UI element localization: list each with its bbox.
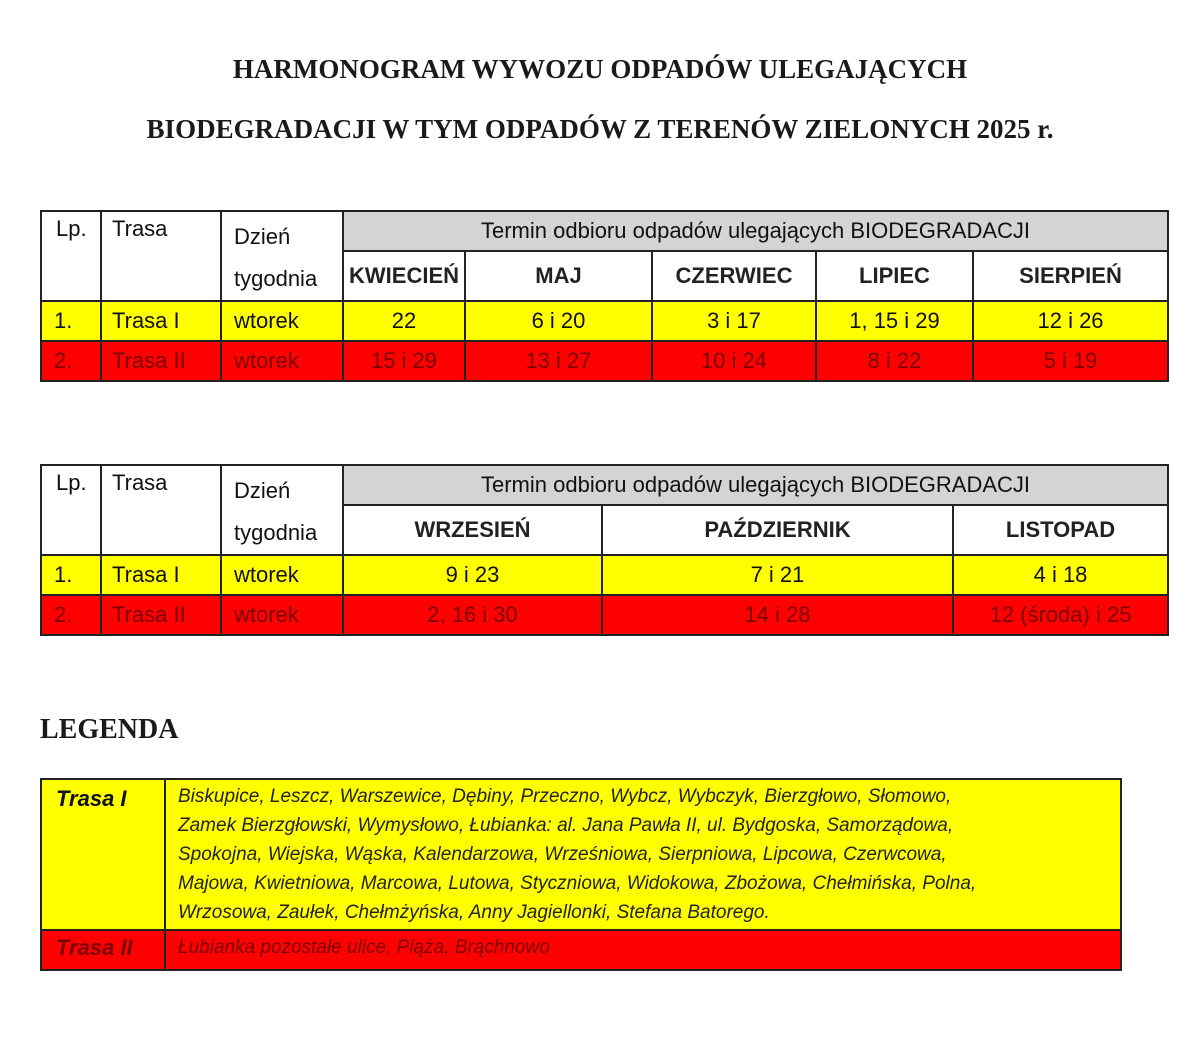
document-title-line-1: HARMONOGRAM WYWOZU ODPADÓW ULEGAJĄCYCH (232, 54, 968, 84)
month-header: WRZESIEŃ (343, 505, 602, 555)
date-cell: 12 (środa) i 25 (953, 595, 1168, 635)
legend-streets (165, 779, 1121, 930)
date-cell: 2, 16 i 30 (343, 595, 602, 635)
document-title-line-2: BIODEGRADACJI W TYM ODPADÓW Z TERENÓW ZIELONYCH 2025 r. (146, 114, 1054, 144)
schedule-table-apr-aug (40, 210, 1169, 382)
month-header: KWIECIEŃ (343, 251, 465, 301)
day-header (221, 465, 343, 555)
date-cell: 14 i 28 (602, 595, 953, 635)
month-header: MAJ (465, 251, 652, 301)
route-name: Trasa I (101, 555, 221, 595)
date-cell: 4 i 18 (953, 555, 1168, 595)
date-cell: 3 i 17 (652, 301, 816, 341)
legend-street-line: Majowa, Kwietniowa, Marcowa, Lutowa, Styczniowa, Widokowa, Zbożowa, Chełmińska, Polna, (178, 873, 977, 894)
weekday: wtorek (221, 595, 343, 635)
day-header-line-2: tygodnia (234, 520, 318, 545)
legend-route-name: Trasa II (41, 930, 165, 970)
route-name: Trasa II (101, 595, 221, 635)
table-row-trasa-1 (41, 301, 1168, 341)
legend-street-line: Spokojna, Wiejska, Wąska, Kalendarzowa, Wrześniowa, Sierpniowa, Lipcowa, Czerwcowa, (178, 844, 947, 865)
legend-street-line: Biskupice, Leszcz, Warszewice, Dębiny, Przeczno, Wybcz, Wybczyk, Bierzgłowo, Słomowo, (178, 786, 952, 807)
lp-header: Lp. (41, 211, 101, 301)
date-cell: 10 i 24 (652, 341, 816, 381)
month-header: PAŹDZIERNIK (602, 505, 953, 555)
legend-route-name: Trasa I (41, 779, 165, 930)
row-number: 2. (41, 595, 101, 635)
date-cell: 5 i 19 (973, 341, 1168, 381)
date-cell: 7 i 21 (602, 555, 953, 595)
date-cell: 22 (343, 301, 465, 341)
table-row-trasa-2 (41, 341, 1168, 381)
collection-term-header: Termin odbioru odpadów ulegających BIODEGRADACJI (343, 465, 1168, 505)
day-header-line-1: Dzień (234, 224, 291, 249)
month-header: SIERPIEŃ (973, 251, 1168, 301)
trasa-header: Trasa (101, 465, 221, 555)
legend-streets (165, 930, 1121, 970)
legend-title: LEGENDA (40, 714, 179, 745)
day-header-line-1: Dzień (234, 478, 291, 503)
date-cell: 8 i 22 (816, 341, 973, 381)
legend-row-trasa-1 (41, 779, 1121, 930)
collection-term-header: Termin odbioru odpadów ulegających BIODEGRADACJI (343, 211, 1168, 251)
weekday: wtorek (221, 555, 343, 595)
date-cell: 9 i 23 (343, 555, 602, 595)
date-cell: 6 i 20 (465, 301, 652, 341)
legend-street-line: Wrzosowa, Zaułek, Chełmżyńska, Anny Jagiellonki, Stefana Batorego. (178, 902, 770, 923)
row-number: 2. (41, 341, 101, 381)
table-row-trasa-1 (41, 555, 1168, 595)
route-name: Trasa I (101, 301, 221, 341)
legend-row-trasa-2 (41, 930, 1121, 970)
legend-street-line: Zamek Bierzgłowski, Wymysłowo, Łubianka: al. Jana Pawła II, ul. Bydgoska, Samorządowa, (178, 815, 954, 836)
weekday: wtorek (221, 301, 343, 341)
table-row-trasa-2 (41, 595, 1168, 635)
weekday: wtorek (221, 341, 343, 381)
day-header (221, 211, 343, 301)
day-header-line-2: tygodnia (234, 266, 318, 291)
route-name: Trasa II (101, 341, 221, 381)
month-header: CZERWIEC (652, 251, 816, 301)
lp-header: Lp. (41, 465, 101, 555)
row-number: 1. (41, 555, 101, 595)
date-cell: 13 i 27 (465, 341, 652, 381)
month-header: LISTOPAD (953, 505, 1168, 555)
legend-table (40, 778, 1122, 971)
schedule-table-sep-nov (40, 464, 1169, 636)
date-cell: 12 i 26 (973, 301, 1168, 341)
row-number: 1. (41, 301, 101, 341)
legend-street-line: Łubianka pozostałe ulice, Piąża, Brąchnowo (178, 937, 550, 958)
date-cell: 1, 15 i 29 (816, 301, 973, 341)
month-header: LIPIEC (816, 251, 973, 301)
trasa-header: Trasa (101, 211, 221, 301)
date-cell: 15 i 29 (343, 341, 465, 381)
